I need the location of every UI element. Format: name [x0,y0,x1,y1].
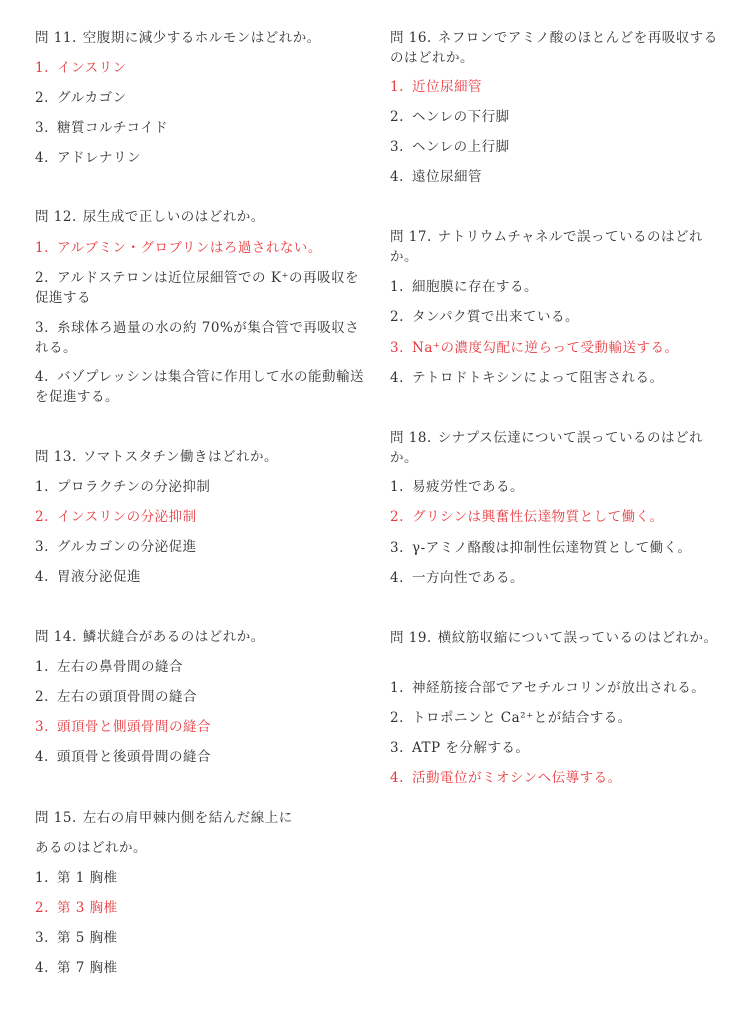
option-15-3[interactable] [35,928,365,948]
option-number: 4. [390,169,404,185]
option-text: 易疲労性である。 [412,479,524,495]
option-text: 細胞膜に存在する。 [412,279,538,295]
option-number: 4. [35,569,49,585]
question-body: 左右の肩甲棘内側を結んだ線上に [82,810,293,826]
option-14-3[interactable] [35,717,365,737]
option-text: 一方向性である。 [412,570,524,586]
option-number: 3. [35,930,49,946]
option-number: 4. [35,749,49,765]
question-text [390,628,720,648]
question-14 [35,627,365,647]
question-19 [390,628,720,648]
option-15-2[interactable] [35,898,365,918]
option-text: 頭頂骨と後頭骨間の縫合 [57,749,211,765]
option-14-1[interactable] [35,657,365,677]
question-11 [35,28,365,48]
question-body: シナプス伝達について誤っているのはどれか。 [390,430,703,466]
option-19-3[interactable] [390,738,720,758]
option-11-2[interactable] [35,88,365,108]
option-text: ヘンレの上行脚 [412,139,510,155]
question-body: ソマトスタチン働きはどれか。 [82,449,278,465]
question-13 [35,447,365,467]
question-12 [35,207,365,227]
question-text [390,428,720,468]
option-11-4[interactable] [35,148,365,168]
option-text: 糖質コルチコイド [57,120,169,136]
option-number: 4. [35,960,49,976]
option-18-3[interactable] [390,538,720,558]
question-body: 鱗状縫合があるのはどれか。 [82,629,265,645]
option-12-3[interactable] [35,318,365,358]
question-label: 問 18. [390,430,432,446]
option-11-3[interactable] [35,118,365,138]
option-text: アルブミン・グロブリンはろ過されない。 [57,240,322,256]
option-12-4[interactable] [35,367,365,407]
option-13-1[interactable] [35,477,365,497]
option-text: グルカゴンの分泌促進 [57,539,197,555]
option-number: 2. [35,270,49,286]
question-label: 問 13. [35,449,77,465]
option-11-1[interactable] [35,58,365,78]
option-text: 第 1 胸椎 [57,870,118,886]
option-text: ヘンレの下行脚 [412,109,510,125]
option-13-3[interactable] [35,537,365,557]
option-text: 胃液分泌促進 [57,569,141,585]
option-number: 2. [35,900,49,916]
option-text: 糸球体ろ過量の水の約 70%が集合管で再吸収される。 [35,320,360,356]
option-number: 1. [390,680,404,696]
question-17 [390,227,720,267]
option-12-2[interactable] [35,268,365,308]
option-text: Na⁺の濃度勾配に逆らって受動輸送する。 [412,340,679,356]
option-text: インスリンの分泌抑制 [57,509,197,525]
option-number: 1. [390,279,404,295]
option-number: 2. [390,710,404,726]
option-13-4[interactable] [35,567,365,587]
question-text [35,808,365,828]
option-text: アドレナリン [57,150,141,166]
option-number: 2. [390,109,404,125]
option-text: 神経筋接合部でアセチルコリンが放出される。 [412,680,706,696]
option-16-2[interactable] [390,107,720,127]
option-text: 第 3 胸椎 [57,900,118,916]
question-body: ナトリウムチャネルで誤っているのはどれか。 [390,229,703,265]
option-16-3[interactable] [390,137,720,157]
question-label: 問 15. [35,810,77,826]
option-text: 遠位尿細管 [412,169,482,185]
question-text [390,227,720,267]
option-number: 3. [35,719,49,735]
option-number: 2. [390,309,404,325]
option-14-4[interactable] [35,747,365,767]
question-text [35,28,365,48]
option-number: 3. [390,340,404,356]
option-number: 4. [390,370,404,386]
option-text: 第 7 胸椎 [57,960,118,976]
option-text: 左右の鼻骨間の縫合 [57,659,183,675]
option-number: 3. [35,120,49,136]
option-text: タンパク質で出来ている。 [412,309,580,325]
question-text [35,627,365,647]
option-number: 3. [390,740,404,756]
question-label: 問 14. [35,629,77,645]
option-number: 4. [390,770,404,786]
option-18-1[interactable] [390,477,720,497]
option-number: 1. [35,60,49,76]
option-text: 左右の頭頂骨間の縫合 [57,689,197,705]
option-19-4[interactable] [390,768,720,788]
option-number: 1. [35,479,49,495]
question-18 [390,428,720,468]
question-label: 問 12. [35,209,77,225]
option-text: プロラクチンの分泌抑制 [57,479,211,495]
option-13-2[interactable] [35,507,365,527]
option-number: 1. [390,479,404,495]
option-17-3[interactable] [390,338,720,358]
option-number: 4. [35,369,49,385]
option-number: 3. [390,139,404,155]
option-text: アルドステロンは近位尿細管での K⁺の再吸収を促進する [35,270,360,306]
option-number: 3. [35,320,49,336]
option-17-2[interactable] [390,307,720,327]
option-number: 2. [390,509,404,525]
question-15 [35,808,365,828]
option-text: 第 5 胸椎 [57,930,118,946]
question-text [35,207,365,227]
option-text: γ-アミノ酪酸は抑制性伝達物質として働く。 [412,540,692,556]
option-16-1[interactable] [390,77,720,97]
option-number: 2. [35,689,49,705]
question-label: 問 16. [390,30,432,46]
question-body: 空腹期に減少するホルモンはどれか。 [82,30,321,46]
option-number: 1. [35,659,49,675]
option-19-1[interactable] [390,678,720,698]
option-18-4[interactable] [390,568,720,588]
option-number: 1. [35,240,49,256]
option-18-2[interactable] [390,507,720,527]
option-number: 3. [35,539,49,555]
option-text: グリシンは興奮性伝達物質として働く。 [412,509,664,525]
option-text: テトロドトキシンによって阻害される。 [412,370,664,386]
option-text: インスリン [57,60,127,76]
question-body-continued: あるのはどれか。 [35,840,147,856]
option-text: 頭頂骨と側頭骨間の縫合 [57,719,211,735]
option-text: 活動電位がミオシンへ伝導する。 [412,770,622,786]
question-body: ネフロンでアミノ酸のほとんどを再吸収するのはどれか。 [390,30,718,66]
question-body: 尿生成で正しいのはどれか。 [82,209,265,225]
question-body: 横紋筋収縮について誤っているのはどれか。 [437,630,718,646]
option-number: 2. [35,90,49,106]
option-number: 1. [35,870,49,886]
option-number: 2. [35,509,49,525]
option-12-1[interactable] [35,238,365,258]
question-16 [390,28,720,68]
option-text: トロポニンと Ca²⁺とが結合する。 [412,710,632,726]
option-16-4[interactable] [390,167,720,187]
question-label: 問 11. [35,30,77,46]
question-label: 問 19. [390,630,432,646]
option-text: グルカゴン [57,90,127,106]
option-number: 4. [390,570,404,586]
option-number: 1. [390,79,404,95]
question-15-line-2 [35,838,365,858]
option-number: 3. [390,540,404,556]
option-number: 4. [35,150,49,166]
option-text: 近位尿細管 [412,79,482,95]
question-label: 問 17. [390,229,432,245]
option-text: バゾプレッシンは集合管に作用して水の能動輸送を促進する。 [35,369,364,405]
option-15-1[interactable] [35,868,365,888]
question-text [390,28,720,68]
option-17-4[interactable] [390,368,720,388]
question-text [35,447,365,467]
option-19-2[interactable] [390,708,720,728]
option-15-4[interactable] [35,958,365,978]
option-17-1[interactable] [390,277,720,297]
option-text: ATP を分解する。 [412,740,530,756]
option-14-2[interactable] [35,687,365,707]
